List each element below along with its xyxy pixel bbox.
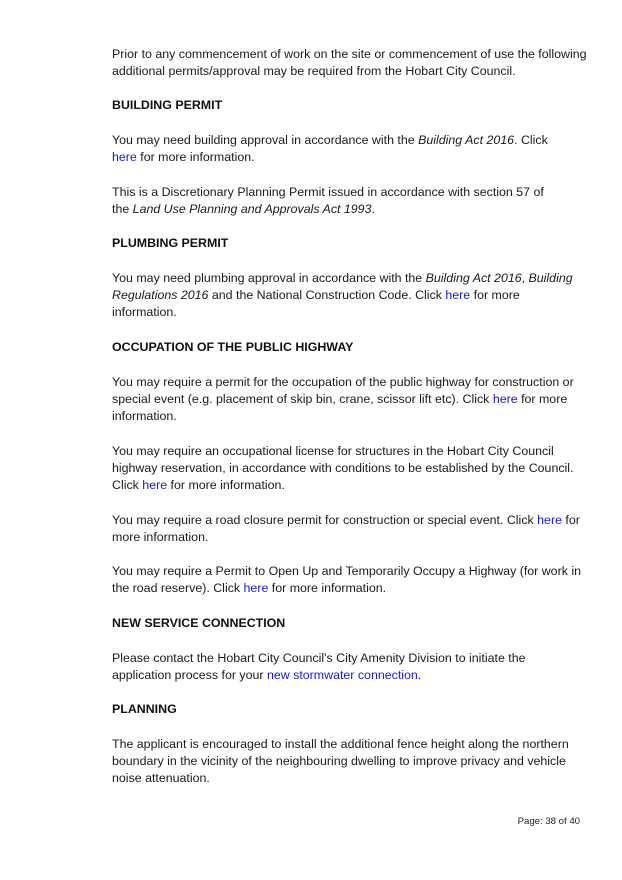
highway-paragraph-3: You may require a road closure permit for construction or special event. Click here for more information.: [112, 513, 580, 545]
act-name: Building Act 2016: [418, 133, 515, 147]
open-up-highway-here-link[interactable]: here: [243, 581, 269, 596]
service-paragraph: Please contact the Hobart City Council's City Amenity Division to initiate the application process for your new stormwater connection.: [112, 651, 526, 683]
plumbing-paragraph: You may need plumbing approval in accordance with the Building Act 2016, Building Regulations 2016 and the National Construction Code. Click here for more information.: [112, 271, 573, 320]
building-paragraph-1: You may need building approval in accordance with the Building Act 2016. Click here for more information.: [112, 133, 548, 165]
highway-heading: OCCUPATION OF THE PUBLIC HIGHWAY: [112, 340, 354, 354]
plumbing-here-link[interactable]: here: [445, 288, 471, 303]
plumbing-permit-heading: PLUMBING PERMIT: [112, 236, 229, 250]
highway-paragraph-1: You may require a permit for the occupation of the public highway for construction or special event (e.g. placement of skip bin, crane, scissor lift etc). Click here for more information.: [112, 375, 574, 424]
building-paragraph-2: This is a Discretionary Planning Permit issued in accordance with section 57 of the Land Use Planning and Approvals Act 1993.: [112, 185, 544, 217]
stormwater-connection-link[interactable]: new stormwater connection: [266, 668, 418, 683]
act-name: Building: [528, 271, 573, 285]
service-connection-heading: NEW SERVICE CONNECTION: [112, 616, 286, 630]
highway-paragraph-4: You may require a Permit to Open Up and Temporarily Occupy a Highway (for work in the road reserve). Click here for more information.: [112, 564, 581, 596]
building-here-link[interactable]: here: [112, 150, 137, 165]
act-name: Building Act 2016: [425, 271, 522, 285]
planning-paragraph: The applicant is encouraged to install the additional fence height along the northern boundary in the vicinity of the neighbouring dwelling to improve privacy and vehicle noise attenuation.: [112, 737, 569, 786]
highway-permit-here-link[interactable]: here: [492, 392, 518, 407]
road-closure-here-link[interactable]: here: [537, 513, 562, 527]
planning-heading: PLANNING: [112, 702, 177, 716]
intro-line: additional permits/approval may be required from the Hobart City Council.: [112, 64, 516, 79]
building-permit-heading: BUILDING PERMIT: [112, 98, 223, 112]
page-number: Page: 38 of 40: [517, 816, 580, 827]
act-name: Regulations 2016: [112, 288, 209, 303]
intro-line: Prior to any commencement of work on the site or commencement of use the following: [112, 47, 587, 61]
occupational-license-here-link[interactable]: here: [142, 478, 168, 493]
act-name: Land Use Planning and Approvals Act 1993: [132, 202, 372, 217]
highway-paragraph-2: You may require an occupational license for structures in the Hobart City Council highway reservation, in accordance with conditions to be established by the Council. Click here for more information.: [112, 444, 574, 493]
intro-paragraph: [112, 46, 587, 80]
